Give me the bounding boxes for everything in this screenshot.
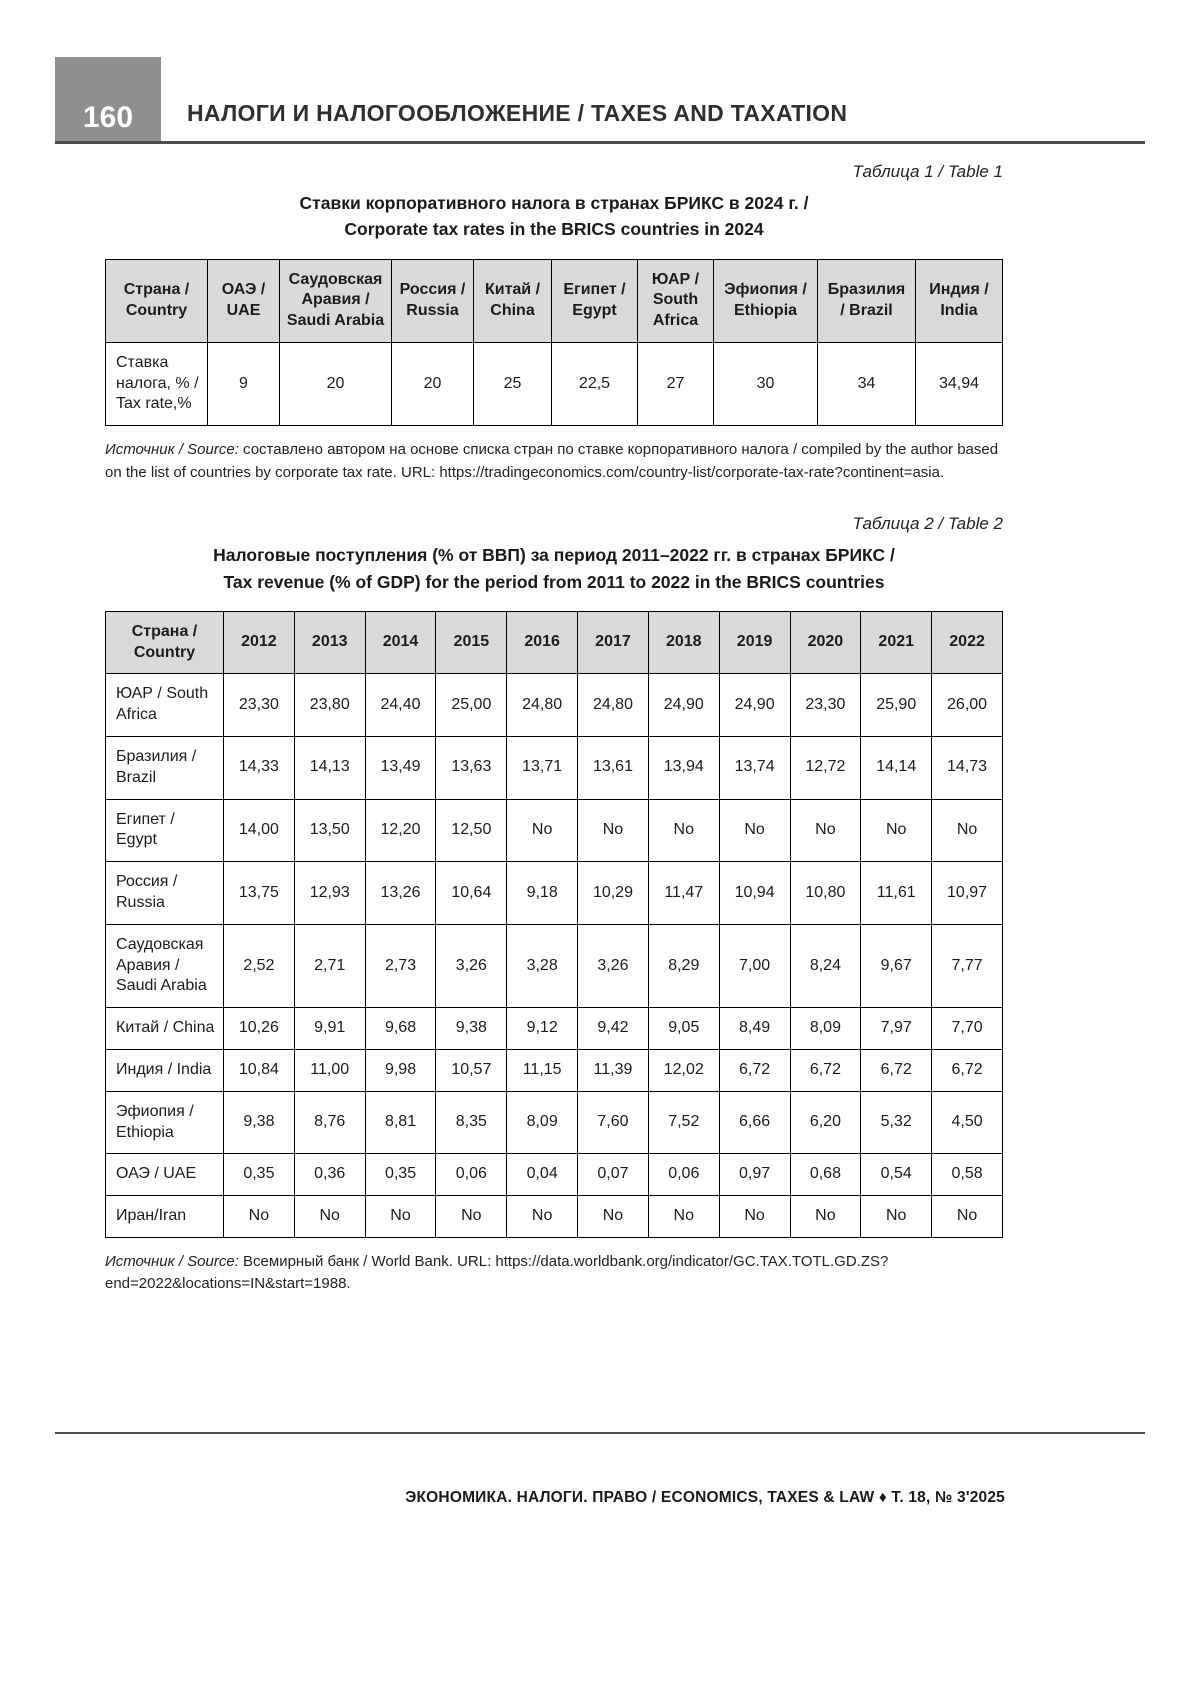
table-cell: 7,97 [861,1008,932,1050]
page-number-box [55,57,161,141]
table-row [106,862,1003,925]
table1-title-ru: Ставки корпоративного налога в странах БРИКС в 2024 г. / [299,193,809,213]
running-head: НАЛОГИ И НАЛОГООБЛОЖЕНИЕ / TAXES AND TAXATION [187,100,848,126]
table-cell: No [365,1196,436,1238]
table-cell: 24,90 [719,674,790,737]
row-label: Эфиопия / Ethiopia [106,1091,224,1154]
table-cell: 6,72 [932,1049,1003,1091]
table2-source-text: Всемирный банк / World Bank. URL: https://data.worldbank.org/indicator/GC.TAX.TOTL.GD.ZS?end=2022&locations=IN&start=1988. [105,1252,889,1293]
table-cell: 13,49 [365,736,436,799]
table-row [106,1049,1003,1091]
table-cell: 13,94 [648,736,719,799]
table2 [105,611,1003,1238]
table-cell: No [507,1196,578,1238]
table-cell: 27 [638,342,714,425]
table-cell: 7,70 [932,1008,1003,1050]
table-cell: 9 [208,342,280,425]
table2-body [106,674,1003,1238]
table-cell: No [932,1196,1003,1238]
column-header: 2022 [932,611,1003,674]
table-cell: 3,28 [507,924,578,1007]
table-cell: No [861,1196,932,1238]
table-cell: 6,72 [861,1049,932,1091]
table-cell: No [861,799,932,862]
table-cell: 6,66 [719,1091,790,1154]
table-row [106,799,1003,862]
table-cell: 0,68 [790,1154,861,1196]
table-cell: No [224,1196,295,1238]
table-row [106,924,1003,1007]
column-header: Индия / India [916,259,1003,342]
column-header: 2018 [648,611,719,674]
row-label: ЮАР / South Africa [106,674,224,737]
table-cell: 13,50 [294,799,365,862]
table-cell: 24,90 [648,674,719,737]
table1-section [105,162,1003,484]
table-cell: 30 [714,342,818,425]
table-row [106,736,1003,799]
table-cell: 9,98 [365,1049,436,1091]
table-cell: 20 [280,342,392,425]
table-cell: 13,26 [365,862,436,925]
column-header: 2017 [578,611,649,674]
table-cell: No [790,1196,861,1238]
table-cell: 12,72 [790,736,861,799]
table-cell: 22,5 [552,342,638,425]
table-cell: 14,14 [861,736,932,799]
row-label: Россия / Russia [106,862,224,925]
column-header: 2012 [224,611,295,674]
table-cell: 8,29 [648,924,719,1007]
row-label: Египет / Egypt [106,799,224,862]
table-cell: 34 [818,342,916,425]
page-content [105,162,1003,1296]
table-cell: 8,35 [436,1091,507,1154]
table-cell: 24,80 [578,674,649,737]
table-cell: 10,80 [790,862,861,925]
table-cell: 13,71 [507,736,578,799]
table-row [106,1154,1003,1196]
table2-header-row [106,611,1003,674]
page-header [55,57,1145,144]
table-cell: 9,38 [224,1091,295,1154]
table-cell: 9,12 [507,1008,578,1050]
column-header: 2015 [436,611,507,674]
table-cell: No [648,799,719,862]
table-cell: 23,80 [294,674,365,737]
table-cell: 9,05 [648,1008,719,1050]
table-cell: 25,00 [436,674,507,737]
row-label: ОАЭ / UAE [106,1154,224,1196]
table1-header-row [106,259,1003,342]
table-cell: 14,73 [932,736,1003,799]
table-cell: 23,30 [224,674,295,737]
table-cell: No [294,1196,365,1238]
table-cell: 0,97 [719,1154,790,1196]
table-cell: 8,81 [365,1091,436,1154]
table-cell: No [436,1196,507,1238]
page-number: 160 [82,101,134,134]
column-header: 2014 [365,611,436,674]
table-cell: 8,09 [790,1008,861,1050]
table-cell: 25,90 [861,674,932,737]
table-row [106,1008,1003,1050]
table-cell: 11,39 [578,1049,649,1091]
table-cell: 0,36 [294,1154,365,1196]
table1-title [105,190,1003,243]
table-cell: 24,80 [507,674,578,737]
column-header: 2021 [861,611,932,674]
table-cell: 0,07 [578,1154,649,1196]
table-cell: No [719,799,790,862]
table-cell: 0,35 [224,1154,295,1196]
table1-source-label: Источник / Source: [105,441,239,459]
table-cell: 10,64 [436,862,507,925]
table-cell: 24,40 [365,674,436,737]
table-cell: 2,73 [365,924,436,1007]
table2-title-en: Tax revenue (% of GDP) for the period from 2011 to 2022 in the BRICS countries [223,571,885,592]
table-cell: 11,61 [861,862,932,925]
table-row [106,1091,1003,1154]
table-cell: 14,13 [294,736,365,799]
table-cell: 25 [474,342,552,425]
row-label: Китай / China [106,1008,224,1050]
table-cell: 11,00 [294,1049,365,1091]
table-cell: 10,94 [719,862,790,925]
table-row [106,1196,1003,1238]
column-header: Китай / China [474,259,552,342]
table2-section [105,514,1003,1296]
table1 [105,259,1003,427]
table-cell: No [578,1196,649,1238]
column-header: Саудовская Аравия / Saudi Arabia [280,259,392,342]
table-cell: 7,00 [719,924,790,1007]
table-cell: 12,93 [294,862,365,925]
table-cell: 14,00 [224,799,295,862]
table-cell: No [932,799,1003,862]
table-cell: 6,72 [790,1049,861,1091]
table-cell: 9,38 [436,1008,507,1050]
table-cell: 10,57 [436,1049,507,1091]
table-cell: No [507,799,578,862]
column-header: Страна / Country [106,259,208,342]
column-header: 2016 [507,611,578,674]
column-header: Россия / Russia [392,259,474,342]
table-cell: 9,18 [507,862,578,925]
table-cell: 26,00 [932,674,1003,737]
table-cell: 0,35 [365,1154,436,1196]
table-cell: 2,52 [224,924,295,1007]
table-cell: 10,97 [932,862,1003,925]
table2-caption: Таблица 2 / Table 2 [852,514,1003,534]
table-cell: 13,74 [719,736,790,799]
table-cell: 8,24 [790,924,861,1007]
table-cell: 0,54 [861,1154,932,1196]
table-cell: 7,77 [932,924,1003,1007]
table-cell: 12,50 [436,799,507,862]
table-cell: 5,32 [861,1091,932,1154]
table-cell: 34,94 [916,342,1003,425]
table-cell: 6,72 [719,1049,790,1091]
table1-source-text: составлено автором на основе списка стран по ставке корпоративного налога / compiled by the author based on the list of countries by corporate tax rate. URL: https://tradingeconomics.com/country-list/corporate-tax-rate?continent=asia. [105,441,999,481]
table-cell: 9,91 [294,1008,365,1050]
table1-source [105,439,1003,484]
table-cell: 8,49 [719,1008,790,1050]
table-cell: No [790,799,861,862]
table-cell: 9,67 [861,924,932,1007]
column-header: Египет / Egypt [552,259,638,342]
table-cell: No [578,799,649,862]
table-cell: 10,29 [578,862,649,925]
table-cell: 0,04 [507,1154,578,1196]
table1-title-en: Corporate tax rates in the BRICS countries in 2024 [344,219,764,240]
column-header: 2020 [790,611,861,674]
table-cell: 8,76 [294,1091,365,1154]
table2-title-ru: Налоговые поступления (% от ВВП) за период 2011–2022 гг. в странах БРИКС / [213,545,895,566]
table-cell: 7,52 [648,1091,719,1154]
table-cell: 3,26 [578,924,649,1007]
table-cell: 0,06 [648,1154,719,1196]
table-cell: 0,58 [932,1154,1003,1196]
table1-caption: Таблица 1 / Table 1 [852,162,1003,181]
table-cell: 12,20 [365,799,436,862]
table-cell: 9,42 [578,1008,649,1050]
table-cell: 2,71 [294,924,365,1007]
table-cell: 20 [392,342,474,425]
row-label: Индия / India [106,1049,224,1091]
table-cell: 10,84 [224,1049,295,1091]
table-cell: 13,61 [578,736,649,799]
table-cell: 23,30 [790,674,861,737]
table-cell: 14,33 [224,736,295,799]
table-cell: 8,09 [507,1091,578,1154]
table-cell: 3,26 [436,924,507,1007]
table-cell: 13,63 [436,736,507,799]
table-cell: 11,47 [648,862,719,925]
column-header: 2019 [719,611,790,674]
footer-rule [55,1432,1145,1434]
row-label: Иран/Iran [106,1196,224,1238]
table-cell: 4,50 [932,1091,1003,1154]
column-header: ЮАР / South Africa [638,259,714,342]
table-cell: 12,02 [648,1049,719,1091]
column-header: 2013 [294,611,365,674]
table-cell: No [719,1196,790,1238]
column-header: Страна / Country [106,611,224,674]
table-row [106,674,1003,737]
row-label: Саудовская Аравия / Saudi Arabia [106,924,224,1007]
table2-source-label: Источник / Source: [105,1252,239,1270]
table2-source [105,1251,1003,1296]
table-row [106,342,1003,425]
table-cell: 13,75 [224,862,295,925]
table-cell: No [648,1196,719,1238]
column-header: Эфиопия / Ethiopia [714,259,818,342]
table-cell: 7,60 [578,1091,649,1154]
table1-body [106,342,1003,425]
table-cell: 9,68 [365,1008,436,1050]
journal-footer: ЭКОНОМИКА. НАЛОГИ. ПРАВО / ECONOMICS, TAXES & LAW ♦ Т. 18, № 3'2025 [405,1489,1005,1506]
table-cell: 0,06 [436,1154,507,1196]
row-label: Ставка налога, % / Tax rate,% [106,342,208,425]
column-header: Бразилия / Brazil [818,259,916,342]
table-cell: 6,20 [790,1091,861,1154]
table-cell: 10,26 [224,1008,295,1050]
table-cell: 11,15 [507,1049,578,1091]
table2-title [105,542,1003,595]
row-label: Бразилия / Brazil [106,736,224,799]
column-header: ОАЭ / UAE [208,259,280,342]
